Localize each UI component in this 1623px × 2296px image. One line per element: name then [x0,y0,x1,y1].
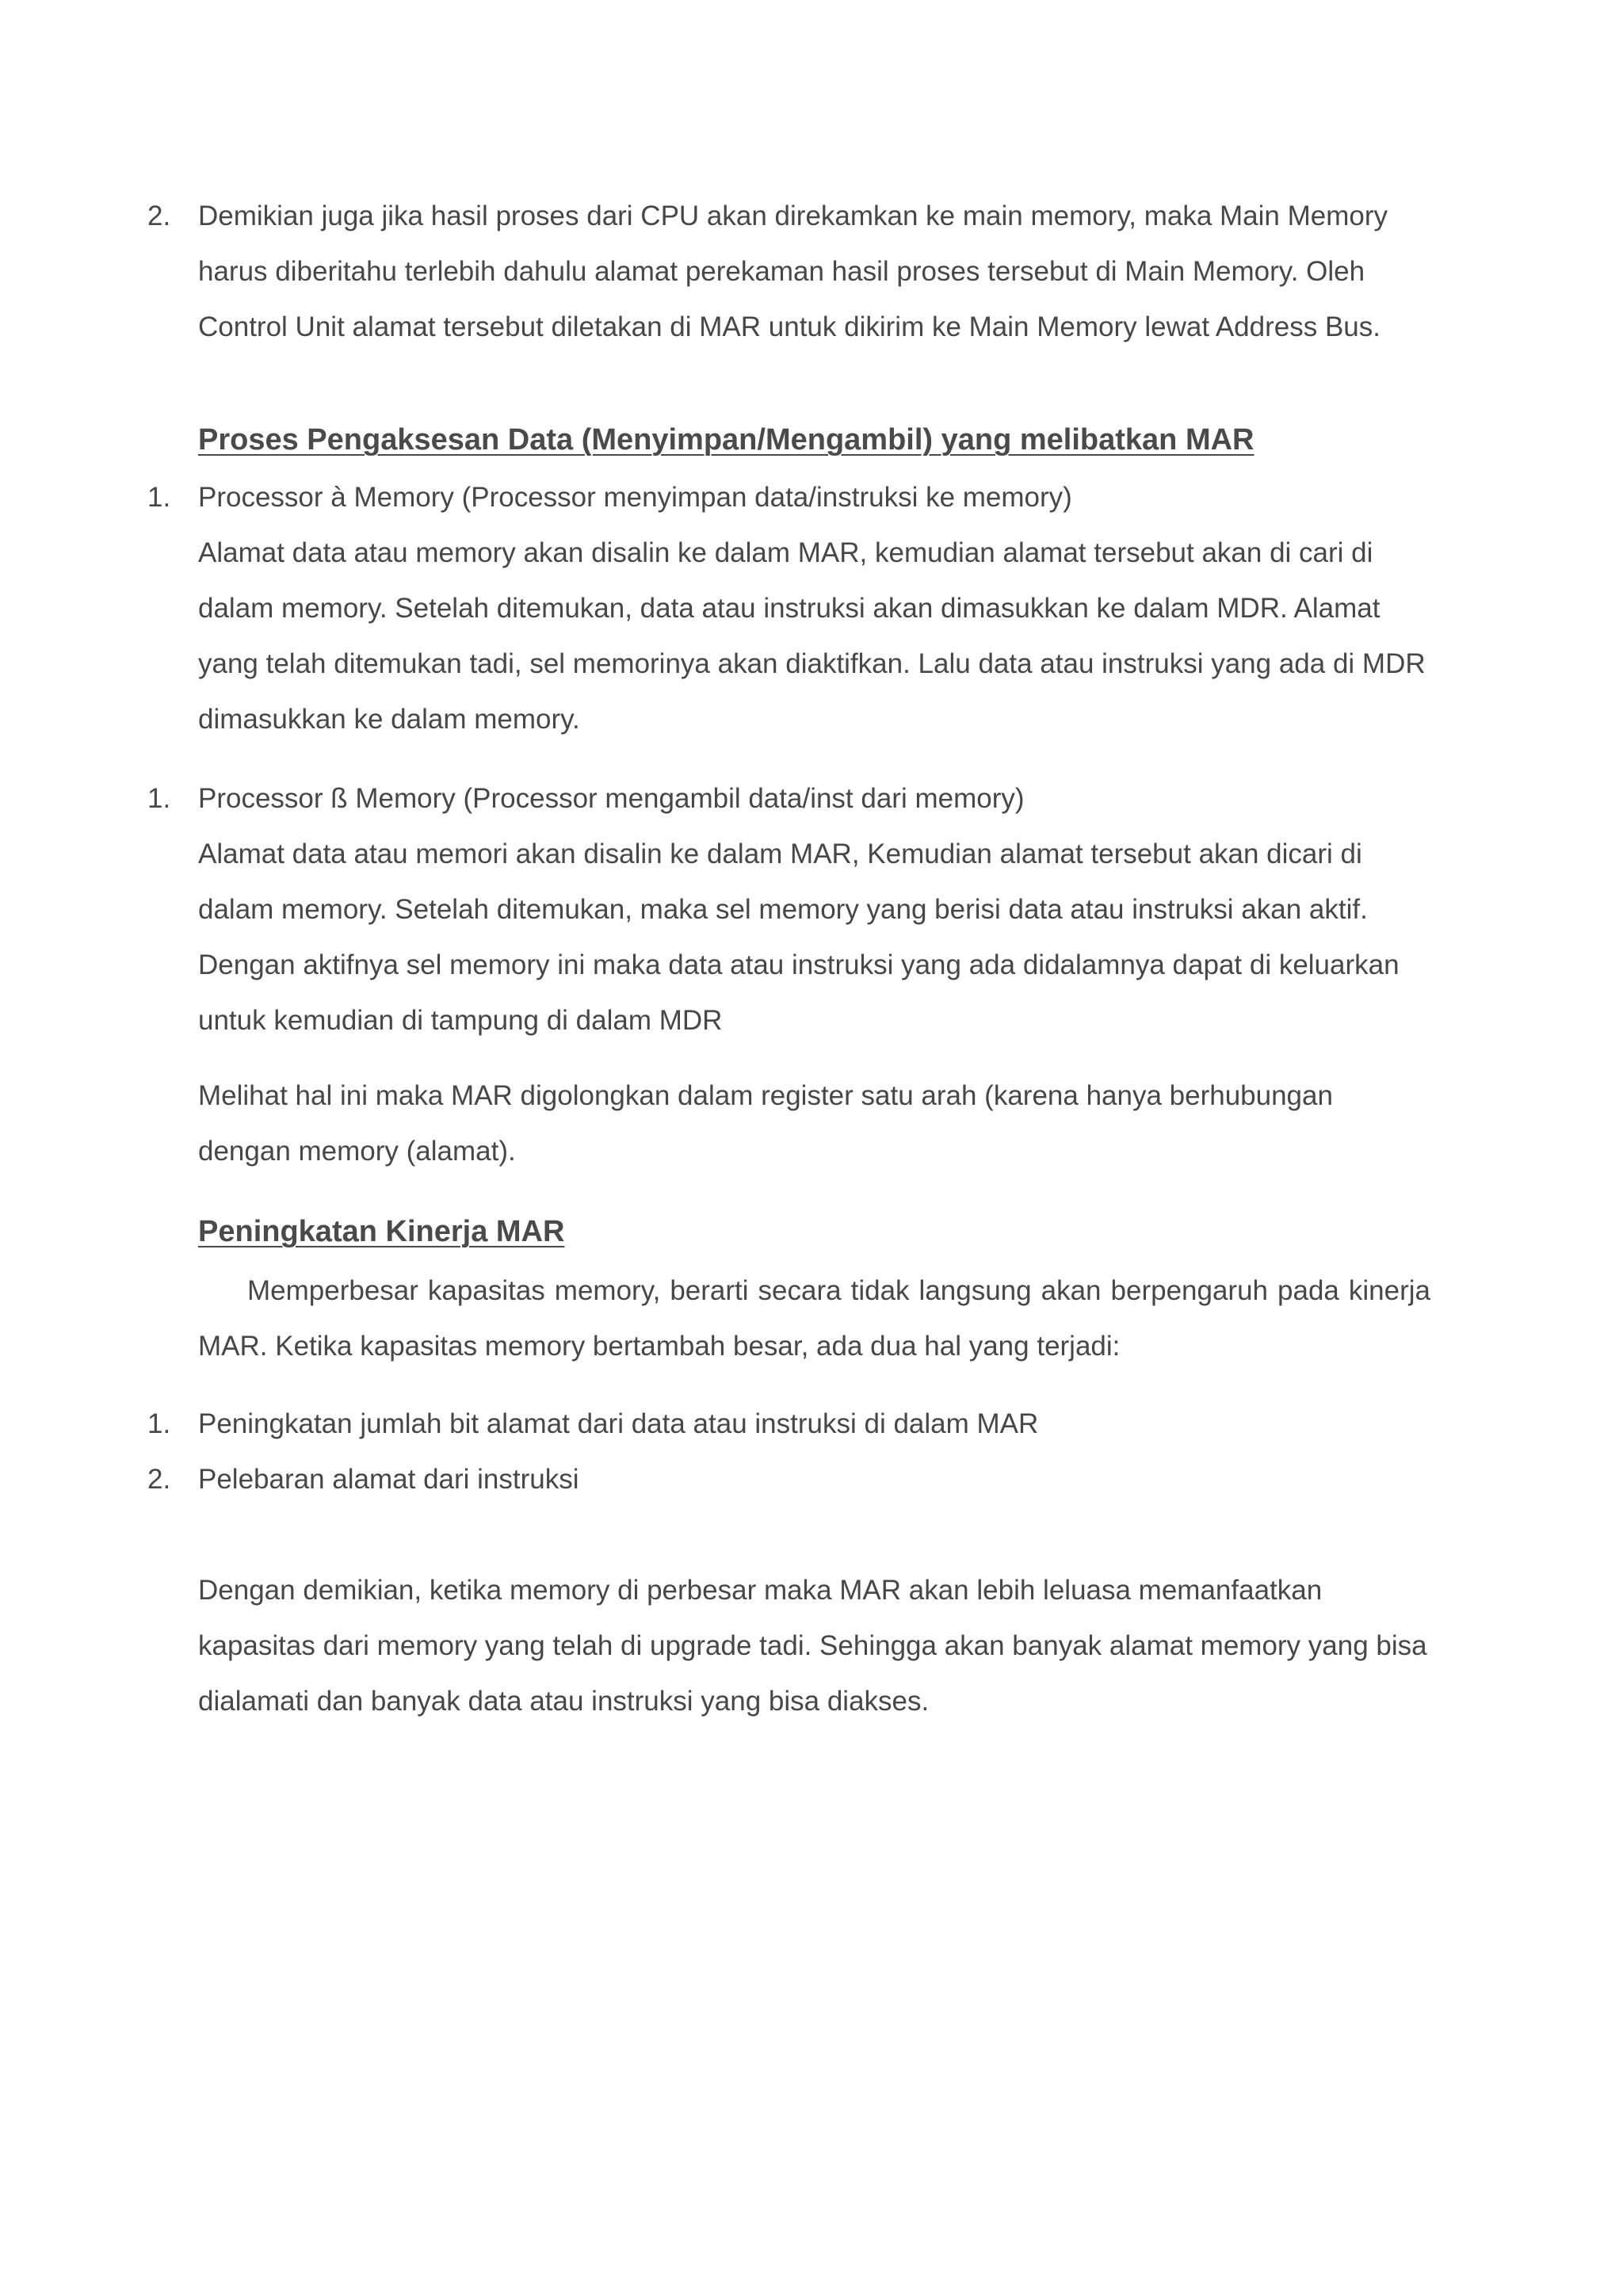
list-item-text: Pelebaran alamat dari instruksi [198,1464,579,1495]
list-number: 1. [147,482,171,513]
paragraph-memory-to-processor: Alamat data atau memori akan disalin ke dalam MAR, Kemudian alamat tersebut akan dicari di dalam memory. Setelah ditemukan, maka sel memory yang berisi data atau instruksi akan aktif. Dengan aktifnya sel memory ini maka data atau instruksi yang ada didalamnya dapat di keluarkan untuk kemudian di tampung di dalam MDR [198,839,1400,1036]
paragraph-cpu-to-memory: Demikian juga jika hasil proses dari CPU akan direkamkan ke main memory, maka Main Memory harus diberitahu terlebih dahulu alamat perekaman hasil proses tersebut di Main Memory. Oleh Control Unit alamat tersebut diletakan di MAR untuk dikirim ke Main Memory lewat Address Bus. [198,201,1388,342]
item-title-processor-to-memory: Processor à Memory (Processor menyimpan data/instruksi ke memory) [198,482,1072,513]
list-item-text: Peningkatan jumlah bit alamat dari data atau instruksi di dalam MAR [198,1408,1039,1439]
paragraph-mar-one-way-register: Melihat hal ini maka MAR digolongkan dalam register satu arah (karena hanya berhubungan dengan memory (alamat). [198,1080,1333,1167]
list-number: 1. [147,1408,171,1439]
paragraph-performance-intro: Memperbesar kapasitas memory, berarti secara tidak langsung akan berpengaruh pada kinerja MAR. Ketika kapasitas memory bertambah besar, ada dua hal yang terjadi: [198,1275,1430,1362]
section-heading-data-access: Proses Pengaksesan Data (Menyimpan/Mengambil) yang melibatkan MAR [198,423,1254,457]
section-heading-mar-performance: Peningkatan Kinerja MAR [198,1215,565,1248]
list-number: 2. [147,201,171,231]
list-number: 1. [147,783,171,814]
paragraph-processor-to-memory: Alamat data atau memory akan disalin ke dalam MAR, kemudian alamat tersebut akan di cari di dalam memory. Setelah ditemukan, data atau instruksi akan dimasukkan ke dalam MDR. Alamat yang telah ditemukan tadi, sel memorinya akan diaktifkan. Lalu data atau instruksi yang ada di MDR dimasukkan ke dalam memory. [198,537,1426,735]
item-title-memory-to-processor: Processor ß Memory (Processor mengambil data/inst dari memory) [198,783,1025,814]
paragraph-conclusion: Dengan demikian, ketika memory di perbesar maka MAR akan lebih leluasa memanfaatkan kapasitas dari memory yang telah di upgrade tadi. Sehingga akan banyak alamat memory yang bisa dialamati dan banyak data atau instruksi yang bisa diakses. [198,1575,1427,1717]
list-number: 2. [147,1464,171,1495]
